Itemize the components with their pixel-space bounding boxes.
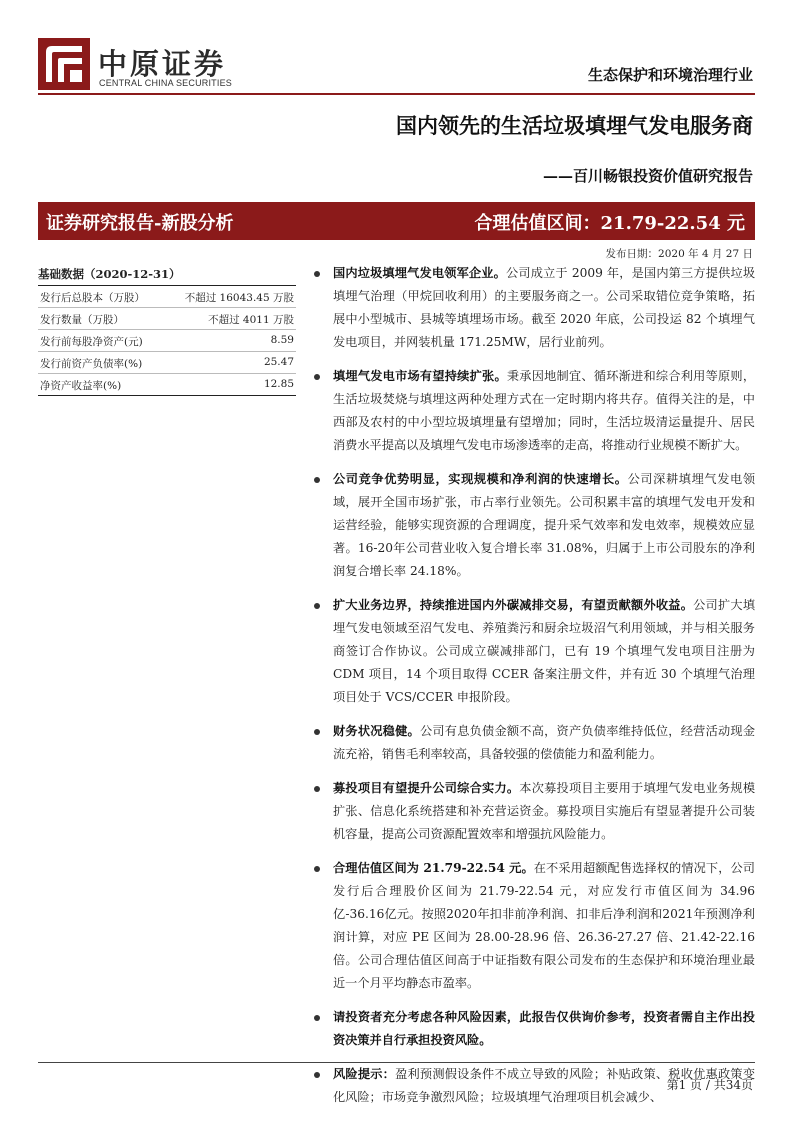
summary-point [312, 262, 755, 354]
basic-data-value: 不超过 4011 万股 [208, 314, 294, 326]
bullet-icon [314, 866, 320, 872]
bullet-icon [314, 1072, 320, 1078]
basic-data-table [38, 266, 296, 396]
bullet-icon [314, 374, 320, 380]
basic-data-label: 发行数量（万股） [40, 314, 124, 326]
basic-data-row [38, 286, 296, 308]
bullet-icon [314, 729, 320, 735]
basic-data-value: 8.59 [270, 334, 294, 346]
point-heading: 扩大业务边界，持续推进国内外碳减排交易，有望贡献额外收益。 [333, 598, 694, 612]
point-body: 公司成立于 2009 年，是国内第三方提供垃圾填埋气治理（甲烷回收利用）的主要服务商之一。公司采取错位竞争策略，拓展中小型城市、县城等填埋场市场。截至 2020 年底，公司投运 82 个填埋气发电项目，并网装机量 171.25MW，居行业前列。 [333, 266, 756, 349]
basic-data-row [38, 330, 296, 352]
basic-data-label: 发行前资产负债率(%) [40, 358, 143, 370]
bullet-icon [314, 271, 320, 277]
report-subtitle: ——百川畅银投资价值研究报告 [542, 167, 753, 185]
investment-risk-notice [312, 1006, 755, 1052]
valuation-range-label: 合理估值区间：21.79-22.54 元 [474, 213, 745, 234]
point-heading: 合理估值区间为 21.79-22.54 元。 [333, 861, 534, 875]
point-heading: 公司竞争优势明显，实现规模和净利润的快速增长。 [333, 472, 628, 486]
header-divider [38, 93, 755, 95]
logo-english-name: CENTRAL CHINA SECURITIES [99, 78, 232, 88]
bullet-icon [314, 786, 320, 792]
basic-data-row [38, 374, 296, 396]
basic-data-row [38, 352, 296, 374]
report-title: 国内领先的生活垃圾填埋气发电服务商 [396, 113, 753, 138]
summary-point [312, 857, 755, 995]
point-heading: 财务状况稳健。 [333, 724, 420, 738]
report-type-label: 证券研究报告-新股分析 [46, 213, 234, 234]
central-china-securities-logo-icon [38, 38, 90, 90]
basic-data-row [38, 308, 296, 330]
summary-point [312, 365, 755, 457]
point-body: 在不采用超额配售选择权的情况下，公司发行后合理股价区间为 21.79-22.54 元，对应发行市值区间为 34.96亿-36.16亿元。按照2020年扣非前净利润、扣非后净利润和2021年预测净利润计算，对应 PE 区间为 28.00-28.96 倍、26.36-27.27 倍、21.42-22.16 倍。公司合理估值区间高于中证指数有限公司发布的生态保护和环境治理业最近一个月平均静态市盈率。 [333, 861, 755, 990]
report-type-banner [38, 202, 755, 240]
basic-data-label: 发行前每股净资产(元) [40, 336, 143, 348]
footer-divider [38, 1062, 755, 1063]
point-body: 公司扩大填埋气发电领域至沼气发电、养殖粪污和厨余垃圾沼气利用领域，并与相关服务商签订合作协议。公司成立碳减排部门，已有 19 个填埋气发电项目注册为 CDM 项目，14 个项目取得 CCER 备案注册文件，并有近 30 个填埋气治理项目处于 VCS/CCER 申报阶段。 [333, 598, 756, 704]
point-heading: 募投项目有望提升公司综合实力。 [333, 781, 520, 795]
industry-label: 生态保护和环境治理行业 [587, 66, 753, 84]
basic-data-label: 发行后总股本（万股） [40, 292, 145, 304]
point-heading: 风险提示： [333, 1067, 396, 1081]
page-number: 第1 页 / 共34页 [666, 1078, 753, 1092]
company-logo [38, 38, 248, 93]
basic-data-value: 不超过 16043.45 万股 [184, 292, 294, 304]
point-body: 盈利预测假设条件不成立导致的风险；补贴政策、税收优惠政策变化风险；市场竞争激烈风险；垃圾填埋气治理项目机会减少、 [333, 1067, 756, 1104]
summary-point [312, 720, 755, 766]
point-heading: 填埋气发电市场有望持续扩张。 [333, 369, 507, 383]
summary-points [312, 262, 755, 1120]
release-date: 发布日期：2020 年 4 月 27 日 [605, 248, 753, 260]
logo-chinese-name: 中原证券 [98, 47, 227, 81]
point-body: 公司有息负债金额不高，资产负债率维持低位，经营活动现金流充裕，销售毛利率较高，具备较强的偿债能力和盈利能力。 [333, 724, 756, 761]
basic-data-title: 基础数据（2020-12-31） [38, 266, 296, 286]
summary-point [312, 777, 755, 846]
point-body: 请投资者充分考虑各种风险因素，此报告仅供询价参考，投资者需自主作出投资决策并自行承担投资风险。 [333, 1010, 755, 1047]
summary-point [312, 468, 755, 583]
point-body: 秉承因地制宜、循环渐进和综合利用等原则，生活垃圾焚烧与填埋这两种处理方式在一定时期内将共存。值得关注的是，中西部及农村的中小型垃圾填埋量有望增加；同时，生活垃圾清运量提升、居民消费水平提高以及填埋气发电市场渗透率的走高，将推动行业规模不断扩大。 [333, 369, 756, 452]
summary-point [312, 594, 755, 709]
basic-data-value: 12.85 [263, 378, 294, 390]
point-body: 本次募投项目主要用于填埋气发电业务规模扩张、信息化系统搭建和补充营运资金。募投项目实施后有望显著提升公司装机容量，提高公司资源配置效率和增强抗风险能力。 [333, 781, 756, 841]
point-body: 公司深耕填埋气发电领域，展开全国市场扩张，市占率行业领先。公司积累丰富的填埋气发电开发和运营经验，能够实现资源的合理调度，提升采气效率和发电效率，规模效应显著。16-20年公司营业收入复合增长率 31.08%，归属于上市公司股东的净利润复合增长率 24.18%。 [333, 472, 756, 578]
bullet-icon [314, 477, 320, 483]
basic-data-label: 净资产收益率(%) [40, 380, 122, 392]
bullet-icon [314, 603, 320, 609]
point-heading: 国内垃圾填埋气发电领军企业。 [333, 266, 506, 280]
basic-data-value: 25.47 [263, 356, 294, 368]
bullet-icon [314, 1015, 320, 1021]
